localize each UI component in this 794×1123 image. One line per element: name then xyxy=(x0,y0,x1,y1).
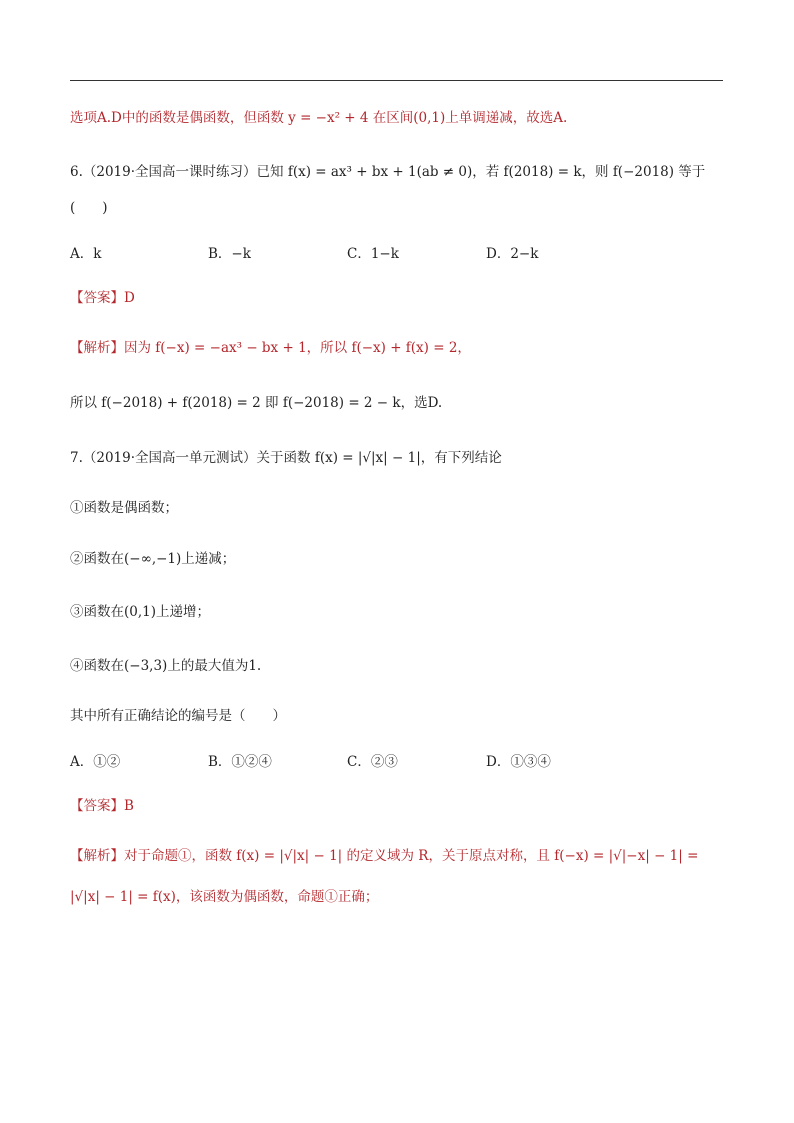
q7-option-b: B．①②④ xyxy=(208,754,272,770)
previous-solution-line: 选项A.D中的函数是偶函数，但函数 y = −x² + 4 在区间(0,1)上单调递减，故选A. xyxy=(70,110,568,126)
q7-conclusion-3: ③函数在(0,1)上递增； xyxy=(70,604,211,620)
question-6-paren: ( ) xyxy=(70,200,108,216)
q7-conclusion-4: ④函数在(−3,3)上的最大值为1. xyxy=(70,658,262,674)
q6-option-c: C．1−k xyxy=(347,246,399,262)
q7-answer: 【答案】B xyxy=(70,798,134,814)
q7-conclusion-1: ①函数是偶函数； xyxy=(70,500,178,516)
q6-analysis-line-1: 【解析】因为 f(−x) = −ax³ − bx + 1，所以 f(−x) + f(x) = 2， xyxy=(70,340,471,356)
q7-conclusion-2: ②函数在(−∞,−1)上递减； xyxy=(70,551,236,567)
q7-option-a: A．①② xyxy=(70,754,121,770)
q6-analysis-line-2: 所以 f(−2018) + f(2018) = 2 即 f(−2018) = 2 − k，选D. xyxy=(70,395,443,411)
q7-option-c: C．②③ xyxy=(347,754,398,770)
question-6-stem: 6.（2019·全国高一课时练习）已知 f(x) = ax³ + bx + 1(ab ≠ 0)，若 f(2018) = k，则 f(−2018) 等于 xyxy=(70,164,706,180)
header-rule xyxy=(70,80,723,81)
q6-answer: 【答案】D xyxy=(70,290,135,306)
q7-question-ask: 其中所有正确结论的编号是（ ） xyxy=(70,708,286,724)
q7-analysis-line-1: 【解析】对于命题①，函数 f(x) = |√|x| − 1| 的定义域为 R，关于原点对称，且 f(−x) = |√|−x| − 1| = xyxy=(70,848,699,864)
q6-option-a: A．k xyxy=(70,246,102,262)
question-7-stem: 7.（2019·全国高一单元测试）关于函数 f(x) = |√|x| − 1|，有下列结论 xyxy=(70,450,502,466)
q6-option-b: B．−k xyxy=(208,246,251,262)
q6-option-d: D．2−k xyxy=(486,246,539,262)
q7-analysis-line-2: |√|x| − 1| = f(x)，该函数为偶函数，命题①正确； xyxy=(70,889,379,905)
q7-option-d: D．①③④ xyxy=(486,754,551,770)
